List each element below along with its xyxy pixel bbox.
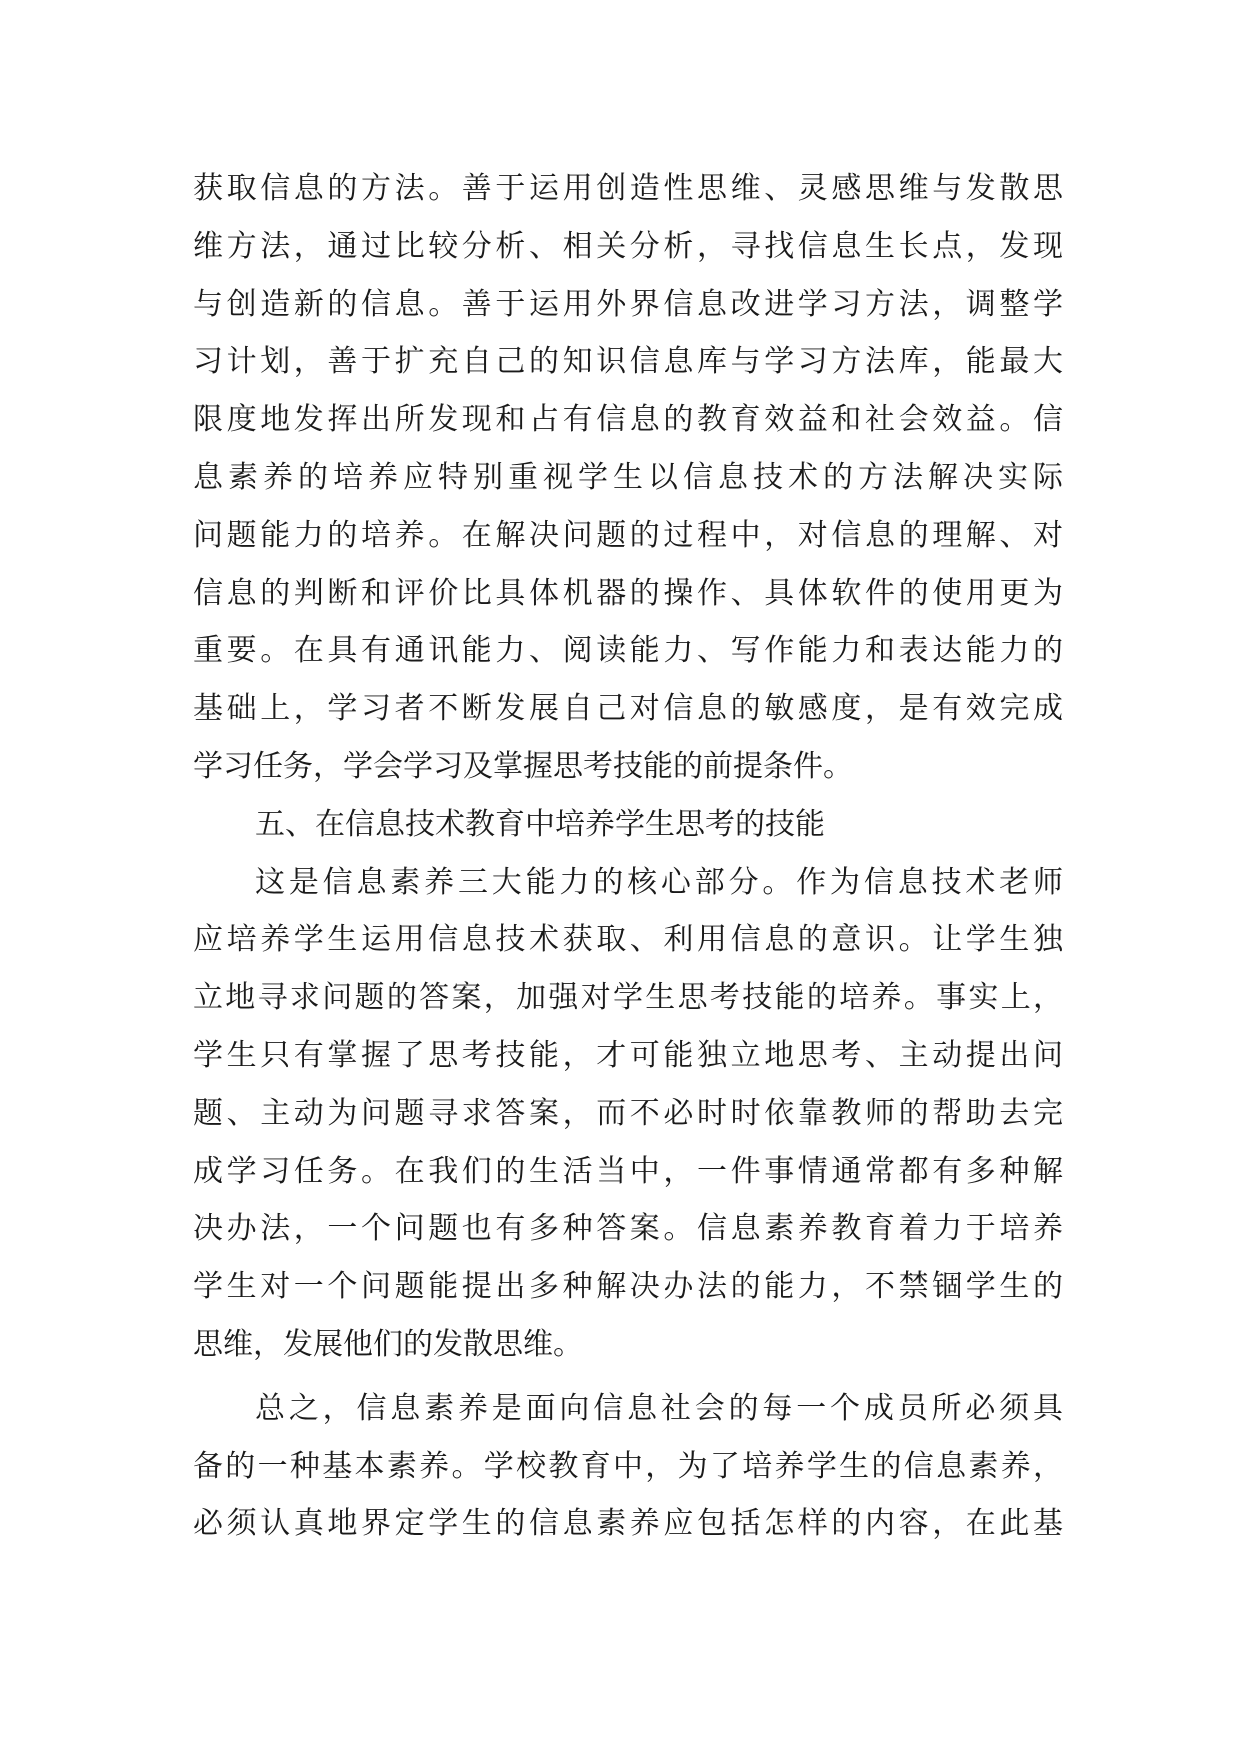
paragraph-line: 信息的判断和评价比具体机器的操作、具体软件的使用更为 <box>193 575 1063 611</box>
paragraph-line: 立地寻求问题的答案，加强对学生思考技能的培养。事实上， <box>193 980 1063 1016</box>
paragraph-line: 题、主动为问题寻求答案，而不必时时依靠教师的帮助去完 <box>193 1095 1063 1131</box>
paragraph-line: 决办法，一个问题也有多种答案。信息素养教育着力于培养 <box>193 1211 1063 1247</box>
paragraph-line: 必须认真地界定学生的信息素养应包括怎样的内容，在此基 <box>193 1506 1063 1542</box>
paragraph-line: 问题能力的培养。在解决问题的过程中，对信息的理解、对 <box>193 517 1063 553</box>
paragraph-line: 成学习任务。在我们的生活当中，一件事情通常都有多种解 <box>193 1153 1063 1189</box>
paragraph-line: 限度地发挥出所发现和占有信息的教育效益和社会效益。信 <box>193 402 1063 438</box>
paragraph-line: 与创造新的信息。善于运用外界信息改进学习方法，调整学 <box>193 286 1063 322</box>
paragraph-line: 息素养的培养应特别重视学生以信息技术的方法解决实际 <box>193 459 1063 495</box>
section-heading: 五、在信息技术教育中培养学生思考的技能 <box>255 806 825 842</box>
paragraph-line: 维方法，通过比较分析、相关分析，寻找信息生长点，发现 <box>193 228 1063 264</box>
paragraph-line: 备的一种基本素养。学校教育中，为了培养学生的信息素养， <box>193 1448 1063 1484</box>
paragraph-line: 获取信息的方法。善于运用创造性思维、灵感思维与发散思 <box>193 171 1063 206</box>
paragraph-line: 这是信息素养三大能力的核心部分。作为信息技术老师 <box>255 864 1063 900</box>
paragraph-line: 习计划，善于扩充自己的知识信息库与学习方法库，能最大 <box>193 344 1063 380</box>
paragraph-line: 学生只有掌握了思考技能，才可能独立地思考、主动提出问 <box>193 1037 1063 1073</box>
paragraph-line: 学习任务，学会学习及掌握思考技能的前提条件。 <box>193 748 853 784</box>
paragraph-line: 应培养学生运用信息技术获取、利用信息的意识。让学生独 <box>193 922 1063 958</box>
paragraph-line: 学生对一个问题能提出多种解决办法的能力，不禁锢学生的 <box>193 1269 1063 1305</box>
paragraph-line: 基础上，学习者不断发展自己对信息的敏感度，是有效完成 <box>193 691 1063 727</box>
paragraph-line: 思维，发展他们的发散思维。 <box>193 1326 583 1362</box>
paragraph-line: 总之，信息素养是面向信息社会的每一个成员所必须具 <box>255 1390 1063 1426</box>
document-body <box>193 160 1063 1553</box>
paragraph-line: 重要。在具有通讯能力、阅读能力、写作能力和表达能力的 <box>193 633 1063 669</box>
